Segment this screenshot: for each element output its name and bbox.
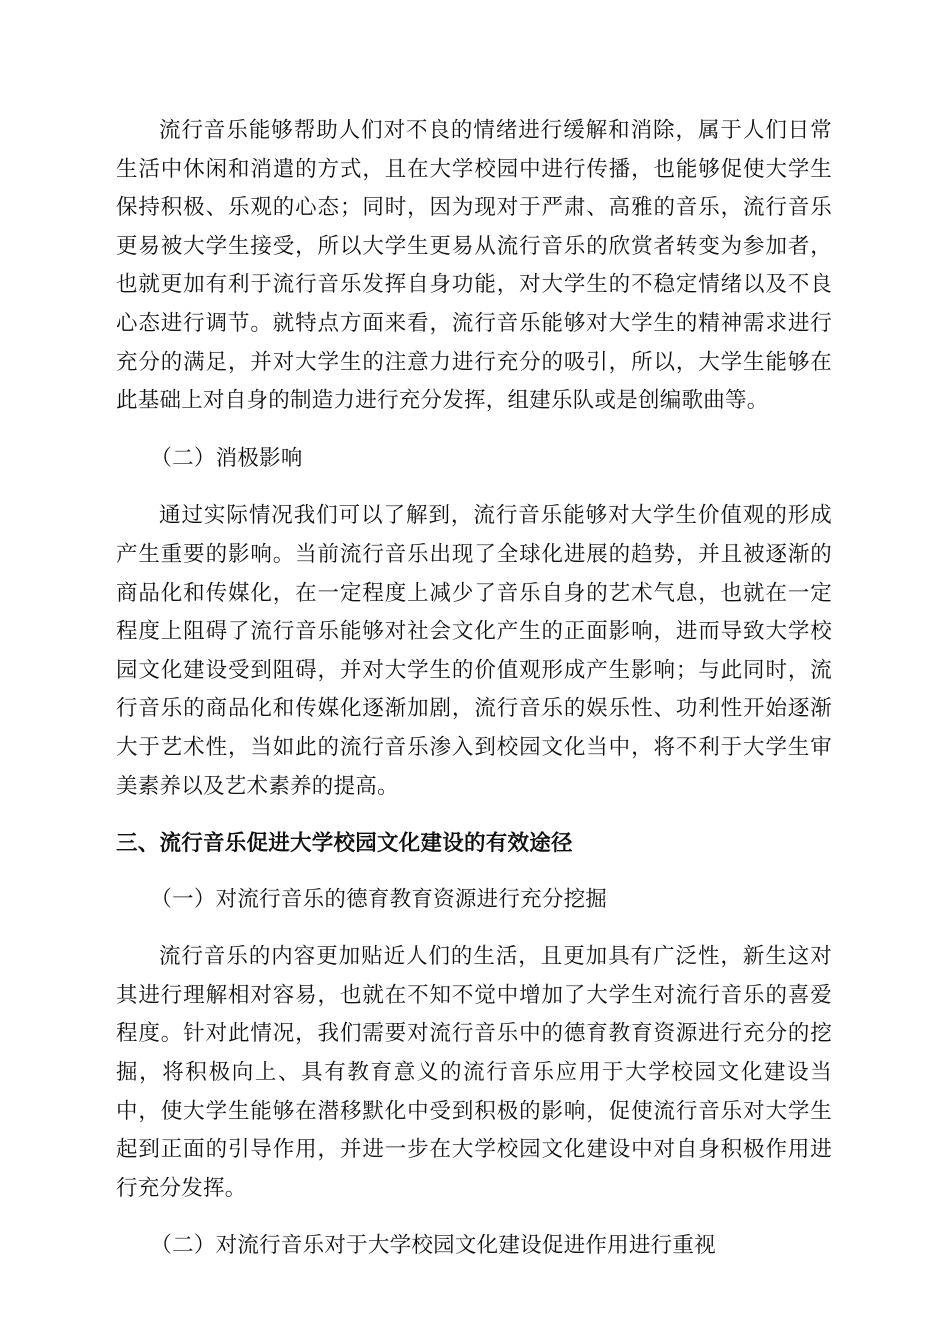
subheading-negative-effects: （二）消极影响: [150, 445, 303, 471]
paragraph-moral-education: 流行音乐的内容更加贴近人们的生活，且更加具有广泛性，新生这对其进行理解相对容易，也就在不知不觉中增加了大学生对流行音乐的喜爱程度。针对此情况，我们需要对流行音乐中的德育教育资源进行充分的挖掘，将积极向上、具有教育意义的流行音乐应用于大学校园文化建设当中，使大学生能够在潜移默化中受到积极的影响，促使流行音乐对大学生起到正面的引导作用，并进一步在大学校园文化建设中对自身积极作用进行充分发挥。: [116, 944, 832, 1201]
subheading-attention-to-promotion: （二）对流行音乐对于大学校园文化建设促进作用进行重视: [150, 1233, 716, 1259]
section-heading-effective-approaches: 三、流行音乐促进大学校园文化建设的有效途径: [116, 831, 573, 857]
paragraph-negative-effects: 通过实际情况我们可以了解到，流行音乐能够对大学生价值观的形成产生重要的影响。当前流行音乐出现了全球化进展的趋势，并且被逐渐的商品化和传媒化，在一定程度上减少了音乐自身的艺术气息，也就在一定程度上阻碍了流行音乐能够对社会文化产生的正面影响，进而导致大学校园文化建设受到阻碍，并对大学生的价值观形成产生影响；与此同时，流行音乐的商品化和传媒化逐渐加剧，流行音乐的娱乐性、功利性开始逐渐大于艺术性，当如此的流行音乐渗入到校园文化当中，将不利于大学生审美素养以及艺术素养的提高。: [116, 503, 832, 799]
paragraph-positive-effects: 流行音乐能够帮助人们对不良的情绪进行缓解和消除，属于人们日常生活中休闲和消遣的方式，且在大学校园中进行传播，也能够促使大学生保持积极、乐观的心态；同时，因为现对于严肃、高雅的音乐，流行音乐更易被大学生接受，所以大学生更易从流行音乐的欣赏者转变为参加者，也就更加有利于流行音乐发挥自身功能，对大学生的不稳定情绪以及不良心态进行调节。就特点方面来看，流行音乐能够对大学生的精神需求进行充分的满足，并对大学生的注意力进行充分的吸引，所以，大学生能够在此基础上对自身的制造力进行充分发挥，组建乐队或是创编歌曲等。: [116, 118, 832, 414]
document-page: [116, 112, 832, 1266]
subheading-moral-education: （一）对流行音乐的德育教育资源进行充分挖掘: [150, 886, 608, 912]
